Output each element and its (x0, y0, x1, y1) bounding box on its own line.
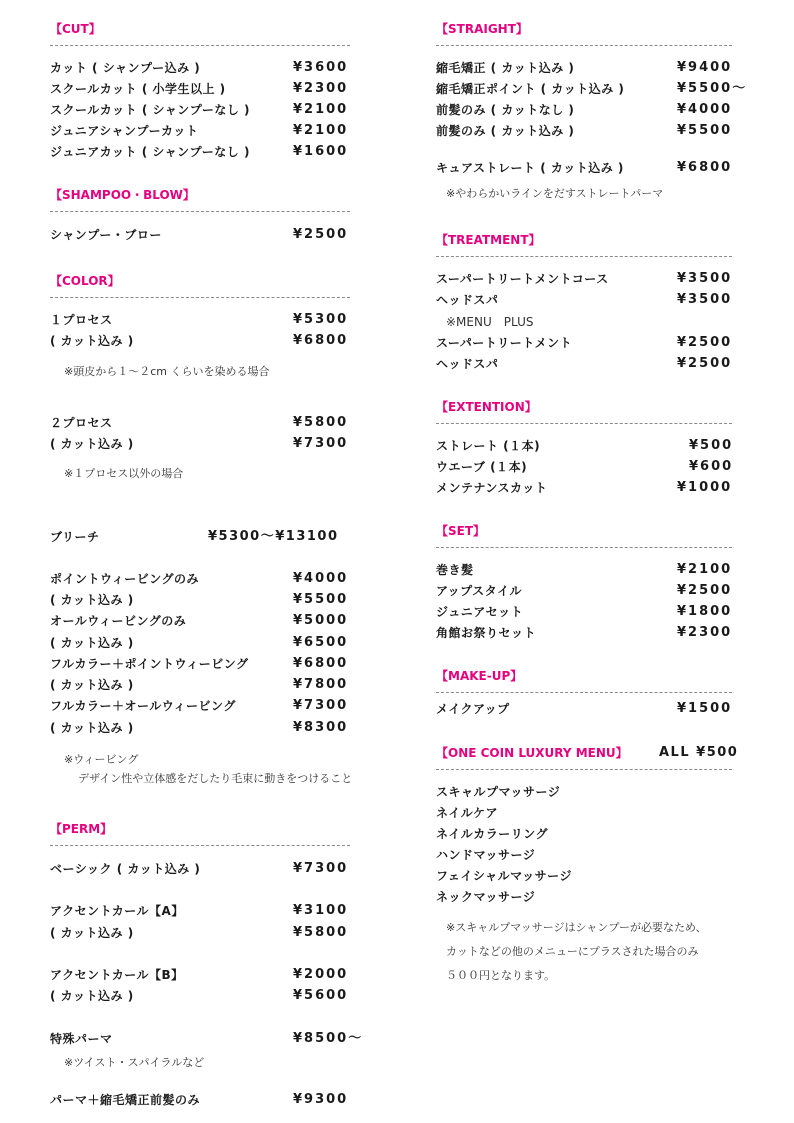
menu-item-name: フェイシャルマッサージ (436, 869, 572, 883)
menu-item-price: ¥8500〜 (293, 1031, 364, 1046)
menu-item-name: ネックマッサージ (436, 890, 536, 904)
menu-note: ※ウィービング (64, 753, 139, 766)
divider (436, 547, 732, 548)
menu-item-price: ¥2100 (293, 102, 349, 117)
divider (436, 256, 732, 257)
menu-item-name: 巻き髪 (436, 563, 474, 577)
menu-item-name: １プロセス (50, 313, 113, 327)
menu-item-price: ¥3500 (677, 292, 733, 307)
divider (436, 423, 732, 424)
menu-item-name: メンテナンスカット (436, 481, 548, 495)
onecoin-price: ALL ¥500 (659, 745, 739, 760)
menu-item-name: メイクアップ (436, 702, 510, 716)
menu-item-name: スクールカット ( 小学生以上 ) (50, 82, 226, 96)
menu-item-name: ブリーチ (50, 530, 100, 544)
menu-item-price: ¥2500 (677, 335, 733, 350)
menu-item-price: ¥5500 (677, 123, 733, 138)
menu-item-name: ( カット込み ) (50, 989, 134, 1003)
menu-item-price: ¥1500 (677, 701, 733, 716)
extention-header: 【EXTENTION】 (436, 400, 537, 414)
menu-item-name: フルカラー＋ポイントウィービング (50, 657, 249, 671)
treatment-header: 【TREATMENT】 (436, 233, 541, 247)
menu-item-price: ¥8300 (293, 720, 349, 735)
menu-item-name: スキャルプマッサージ (436, 785, 561, 799)
menu-item-price: ¥4000 (677, 102, 733, 117)
menu-item-price: ¥5500 (293, 592, 349, 607)
menu-item-price: ¥5800 (293, 925, 349, 940)
menu-item-price: ¥2100 (293, 123, 349, 138)
menu-item-name: ネイルカラーリング (436, 827, 549, 841)
menu-note: ※MENU PLUS (446, 315, 534, 329)
menu-item-name: 特殊パーマ (50, 1032, 113, 1046)
menu-item-name: ( カット込み ) (50, 636, 134, 650)
menu-item-price: ¥500 (689, 438, 734, 453)
menu-item-name: ジュニアカット ( シャンプーなし ) (50, 145, 250, 159)
menu-item-price: ¥6800 (677, 160, 733, 175)
perm-header: 【PERM】 (50, 822, 113, 836)
menu-note: ※やわらかいラインをだすストレートパーマ (446, 187, 664, 200)
menu-item-name: ハンドマッサージ (436, 848, 536, 862)
makeup-header: 【MAKE-UP】 (436, 669, 523, 683)
menu-item-name: ジュニアシャンプーカット (50, 124, 199, 138)
menu-item-name: スーパートリートメント (436, 336, 573, 350)
color-header: 【COLOR】 (50, 274, 120, 288)
menu-item-price: ¥6800 (293, 333, 349, 348)
menu-item-name: スクールカット ( シャンプーなし ) (50, 103, 251, 117)
menu-item-price: ¥3600 (293, 60, 349, 75)
menu-item-name: フルカラー＋オールウィービング (50, 699, 236, 713)
menu-item-name: ( カット込み ) (50, 926, 134, 940)
menu-item-name: ポイントウィービングのみ (50, 572, 200, 586)
menu-item-name: アクセントカール【A】 (50, 904, 184, 918)
menu-note: ※頭皮から１〜２cm くらいを染める場合 (64, 365, 270, 378)
menu-item-name: ウエーブ (１本) (436, 460, 528, 474)
menu-item-price: ¥5600 (293, 988, 349, 1003)
menu-item-name: ジュニアセット (436, 605, 524, 619)
menu-item-price: ¥5300〜¥13100 (208, 529, 339, 544)
menu-item-name: ストレート (１本) (436, 439, 541, 453)
menu-item-name: ( カット込み ) (50, 721, 134, 735)
menu-item-price: ¥7300 (293, 861, 349, 876)
menu-item-price: ¥3100 (293, 903, 349, 918)
menu-item-price: ¥2000 (293, 967, 349, 982)
menu-item-price: ¥3500 (677, 271, 733, 286)
menu-item-name: キュアストレート ( カット込み ) (436, 161, 624, 175)
menu-item-name: ( カット込み ) (50, 334, 134, 348)
menu-item-price: ¥2100 (677, 562, 733, 577)
menu-item-name: スーパートリートメントコース (436, 272, 609, 286)
menu-item-price: ¥7800 (293, 677, 349, 692)
menu-item-name: ( カット込み ) (50, 437, 134, 451)
menu-item-name: アップスタイル (436, 584, 522, 598)
menu-item-price: ¥5000 (293, 613, 349, 628)
menu-item-name: 前髪のみ ( カット込み ) (436, 124, 575, 138)
onecoin-header: 【ONE COIN LUXURY MENU】 (436, 746, 628, 760)
menu-note: カットなどの他のメニューにプラスされた場合のみ (446, 945, 699, 958)
menu-item-price: ¥1600 (293, 144, 349, 159)
menu-item-name: ヘッドスパ (436, 357, 499, 371)
menu-item-price: ¥9400 (677, 60, 733, 75)
menu-item-name: 角館お祭りセット (436, 626, 537, 640)
menu-item-price: ¥2500 (293, 227, 349, 242)
menu-item-price: ¥5300 (293, 312, 349, 327)
cut-header: 【CUT】 (50, 22, 101, 36)
menu-item-price: ¥1000 (677, 480, 733, 495)
divider (436, 769, 732, 770)
menu-item-price: ¥2500 (677, 583, 733, 598)
menu-item-name: アクセントカール【B】 (50, 968, 184, 982)
menu-item-price: ¥4000 (293, 571, 349, 586)
menu-item-name: パーマ＋縮毛矯正前髪のみ (50, 1093, 201, 1107)
menu-item-price: ¥7300 (293, 436, 349, 451)
menu-item-name: 縮毛矯正 ( カット込み ) (436, 61, 575, 75)
menu-item-price: ¥9300 (293, 1092, 349, 1107)
menu-item-price: ¥600 (689, 459, 734, 474)
menu-item-price: ¥6500 (293, 635, 349, 650)
menu-item-name: オールウィービングのみ (50, 614, 187, 628)
straight-header: 【STRAIGHT】 (436, 22, 528, 36)
menu-item-price: ¥5800 (293, 415, 349, 430)
shampoo-header: 【SHAMPOO・BLOW】 (50, 188, 195, 202)
menu-note: ※スキャルプマッサージはシャンプーが必要なため、 (446, 921, 707, 934)
menu-item-price: ¥5500〜 (677, 81, 748, 96)
menu-item-name: 前髪のみ ( カットなし ) (436, 103, 575, 117)
divider (436, 692, 732, 693)
menu-item-name: シャンプー・ブロー (50, 228, 162, 242)
menu-item-price: ¥1800 (677, 604, 733, 619)
menu-item-name: ( カット込み ) (50, 678, 134, 692)
menu-item-name: ネイルケア (436, 806, 499, 820)
menu-note: デザイン性や立体感をだしたり毛束に動きをつけること (78, 772, 353, 785)
menu-item-price: ¥2300 (677, 625, 733, 640)
menu-note: ※１プロセス以外の場合 (64, 467, 184, 480)
menu-item-name: ２プロセス (50, 416, 113, 430)
menu-item-name: 縮毛矯正ポイント ( カット込み ) (436, 82, 625, 96)
menu-item-price: ¥2500 (677, 356, 733, 371)
menu-note: ５００円となります。 (446, 969, 556, 982)
menu-item-name: ヘッドスパ (436, 293, 499, 307)
menu-item-name: ( カット込み ) (50, 593, 134, 607)
menu-item-price: ¥6800 (293, 656, 349, 671)
menu-item-price: ¥2300 (293, 81, 349, 96)
menu-item-name: カット ( シャンプー込み ) (50, 61, 201, 75)
menu-item-price: ¥7300 (293, 698, 349, 713)
divider (436, 45, 732, 46)
menu-note: ※ツイスト・スパイラルなど (64, 1056, 205, 1069)
set-header: 【SET】 (436, 524, 486, 538)
menu-item-name: ベーシック ( カット込み ) (50, 862, 201, 876)
